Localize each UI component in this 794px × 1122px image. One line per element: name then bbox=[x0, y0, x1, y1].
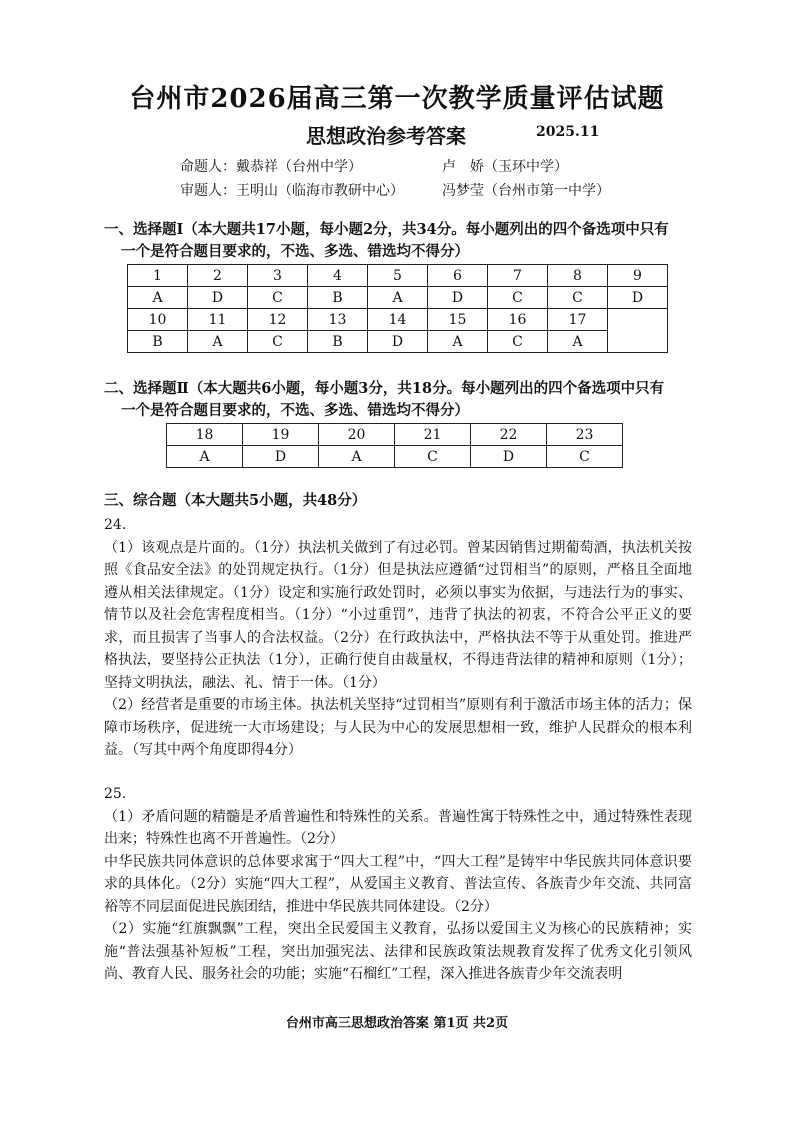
table-cell: D bbox=[428, 287, 488, 309]
section1-heading-line2: 一个是符合题目要求的，不选、多选、错选均不得分） bbox=[121, 243, 469, 260]
table-cell: D bbox=[368, 331, 428, 353]
table-row bbox=[128, 309, 668, 331]
table-cell: 23 bbox=[547, 424, 623, 446]
author-row-proposers bbox=[180, 155, 568, 179]
page-title: 台州市2026届高三第一次教学质量评估试题 bbox=[129, 84, 665, 114]
table-cell: C bbox=[488, 331, 548, 353]
table-cell: 20 bbox=[319, 424, 395, 446]
table-cell: 15 bbox=[428, 309, 488, 331]
section1-heading-line1: 一、选择题Ⅰ（本大题共17小题，每小题2分，共34分。每小题列出的四个备选项中只有 bbox=[104, 221, 669, 238]
table-cell: B bbox=[308, 287, 368, 309]
table-cell: 18 bbox=[167, 424, 243, 446]
table-cell: A bbox=[319, 446, 395, 468]
table-cell: 3 bbox=[248, 265, 308, 287]
table-cell: 9 bbox=[608, 265, 668, 287]
reviewer-label: 审题人：王明山（临海市教研中心） bbox=[180, 183, 404, 199]
table-cell: 2 bbox=[188, 265, 248, 287]
table-cell: A bbox=[167, 446, 243, 468]
section2-heading bbox=[104, 378, 692, 422]
table-empty-cell bbox=[608, 309, 668, 353]
table-cell: A bbox=[188, 331, 248, 353]
table-cell: B bbox=[308, 331, 368, 353]
table-cell: D bbox=[188, 287, 248, 309]
table-cell: 11 bbox=[188, 309, 248, 331]
table-cell: C bbox=[395, 446, 471, 468]
proposer-label: 命题人：戴恭祥（台州中学） bbox=[180, 159, 362, 175]
table-cell: 14 bbox=[368, 309, 428, 331]
table-cell: 21 bbox=[395, 424, 471, 446]
table-cell: D bbox=[471, 446, 547, 468]
table-cell: C bbox=[248, 287, 308, 309]
table-cell: 6 bbox=[428, 265, 488, 287]
table-cell: D bbox=[608, 287, 668, 309]
question-25-part3: （2）实施“红旗飘飘”工程，突出全民爱国主义教育，弘扬以爱国主义为核心的民族精神；实施“普法强基补短板”工程，突出加强宪法、法律和民族政策法规教育发挥了优秀文化引领风尚、教育人民、服务社会的功能；实施“石榴红”工程，深入推进各族青少年交流表明 bbox=[104, 921, 692, 982]
page-subtitle: 思想政治参考答案 bbox=[306, 124, 466, 148]
table-cell: C bbox=[547, 446, 623, 468]
table-cell: 13 bbox=[308, 309, 368, 331]
page-footer: 台州市高三思想政治答案 第1页 共2页 bbox=[285, 1016, 509, 1031]
table-cell: 7 bbox=[488, 265, 548, 287]
table-row bbox=[128, 287, 668, 309]
table-row bbox=[167, 446, 623, 468]
question-25-part1: （1）矛盾问题的精髓是矛盾普遍性和特殊性的关系。普遍性寓于特殊性之中，通过特殊性表现出来；特殊性也离不开普遍性。（2分） bbox=[104, 808, 692, 847]
question-24-part2: （2）经营者是重要的市场主体。执法机关坚持“过罚相当”原则有利于激活市场主体的活力；保障市场秩序，促进统一大市场建设；与人民为中心的发展思想相一致，维护人民群众的根本利益。（写其中两个角度即得4分） bbox=[104, 697, 692, 758]
table-cell: 5 bbox=[368, 265, 428, 287]
author-row-reviewers bbox=[180, 179, 610, 203]
table-row bbox=[167, 424, 623, 446]
table-cell: A bbox=[548, 331, 608, 353]
document-date: 2025.11 bbox=[536, 124, 600, 140]
author-block bbox=[180, 155, 610, 203]
section2-answer-table bbox=[166, 423, 623, 468]
table-cell: 10 bbox=[128, 309, 188, 331]
table-cell: C bbox=[248, 331, 308, 353]
table-cell: 8 bbox=[548, 265, 608, 287]
section2-heading-line2: 一个是符合题目要求的，不选、多选、错选均不得分） bbox=[121, 402, 469, 419]
table-cell: 16 bbox=[488, 309, 548, 331]
question-24-part1: （1）该观点是片面的。（1分）执法机关做到了有过必罚。曾某因销售过期葡萄酒，执法机关按照《食品安全法》的处罚规定执行。（1分）但是执法应遵循“过罚相当”的原则，严格且全面地遵从相关法律规定。（1分）设定和实施行政处罚时，必须以事实为依据，与违法行为的事实、情节以及社会危害程度相当。（1分）“小过重罚”，违背了执法的初衷，不符合公平正义的要求，而且损害了当事人的合法权益。（2分）在行政执法中，严格执法不等于从重处罚。推进严格执法，要坚持公正执法（1分），正确行使自由裁量权，不得违背法律的精神和原则（1分）；坚持文明执法，融法、礼、情于一体。（1分） bbox=[104, 539, 692, 691]
table-cell: A bbox=[128, 287, 188, 309]
question-25 bbox=[104, 783, 692, 986]
question-24-number: 24. bbox=[104, 517, 127, 533]
table-cell: 19 bbox=[243, 424, 319, 446]
proposer-second: 卢 娇（玉环中学） bbox=[442, 159, 568, 175]
table-row bbox=[128, 331, 668, 353]
question-24 bbox=[104, 514, 692, 762]
section2-heading-line1: 二、选择题Ⅱ（本大题共6小题，每小题3分，共18分。每小题列出的四个备选项中只有 bbox=[104, 380, 665, 397]
section1-answer-table bbox=[127, 264, 668, 353]
table-cell: 12 bbox=[248, 309, 308, 331]
table-cell: A bbox=[368, 287, 428, 309]
table-cell: 17 bbox=[548, 309, 608, 331]
table-cell: B bbox=[128, 331, 188, 353]
table-cell: 4 bbox=[308, 265, 368, 287]
table-cell: A bbox=[428, 331, 488, 353]
section1-heading bbox=[104, 219, 692, 263]
table-cell: D bbox=[243, 446, 319, 468]
table-row bbox=[128, 265, 668, 287]
reviewer-second: 冯梦莹（台州市第一中学） bbox=[442, 183, 610, 199]
table-cell: C bbox=[488, 287, 548, 309]
table-cell: C bbox=[548, 287, 608, 309]
table-cell: 1 bbox=[128, 265, 188, 287]
table-cell: 22 bbox=[471, 424, 547, 446]
question-25-part2: 中华民族共同体意识的总体要求寓于“四大工程”中，“四大工程”是铸牢中华民族共同体意识要求的具体化。（2分）实施“四大工程”，从爱国主义教育、普法宣传、各族青少年交流、共同富裕等不同层面促进民族团结，推进中华民族共同体建设。（2分） bbox=[104, 853, 692, 915]
question-25-number: 25. bbox=[104, 786, 127, 802]
section3-heading: 三、综合题（本大题共5小题，共48分） bbox=[104, 492, 367, 509]
